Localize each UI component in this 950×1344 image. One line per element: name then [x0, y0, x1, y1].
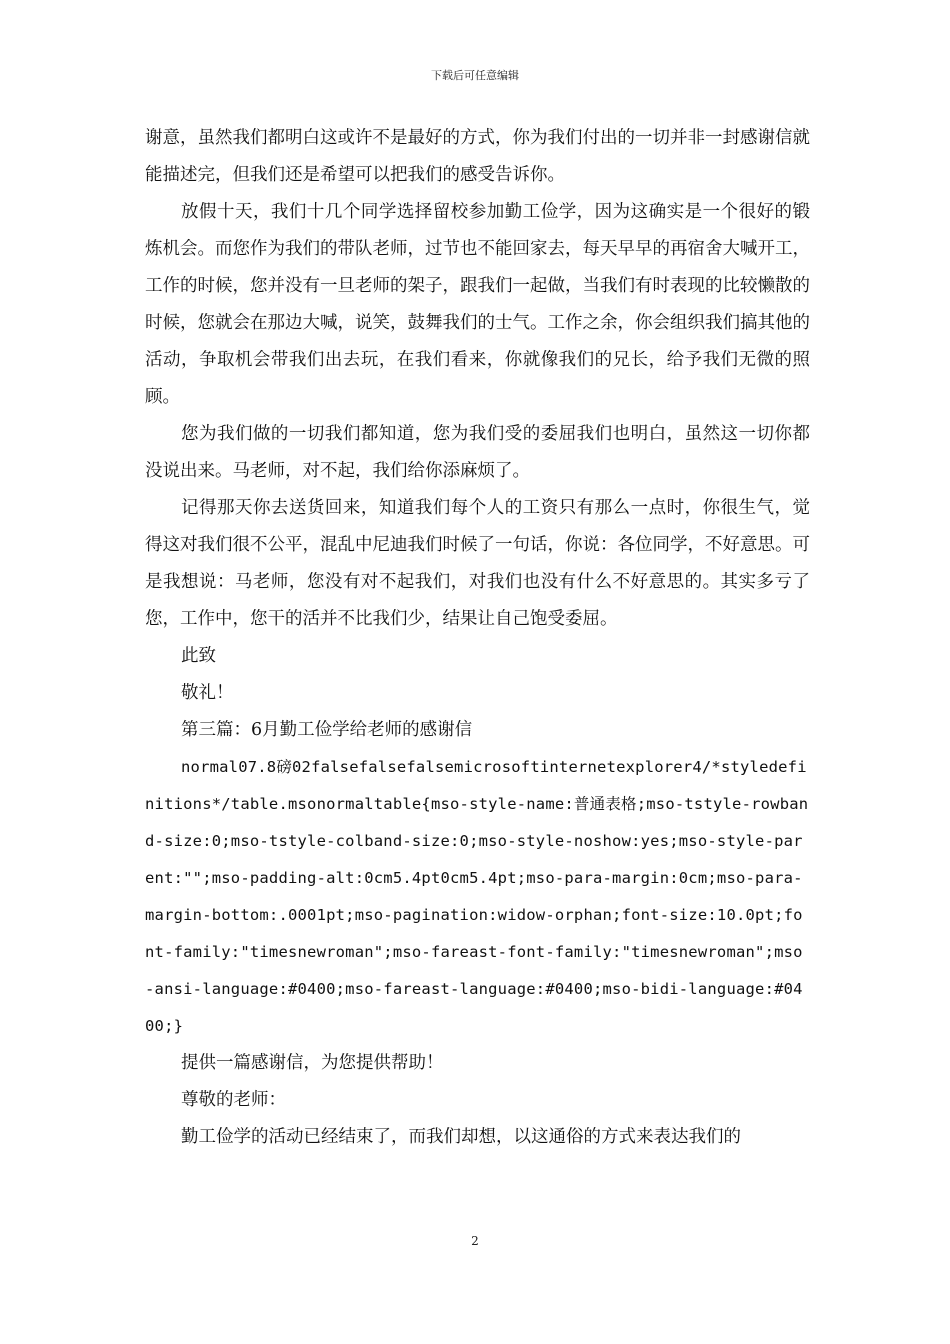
paragraph: 记得那天你去送货回来，知道我们每个人的工资只有那么一点时，你很生气，觉得这对我们很不公平，混乱中尼迪我们时候了一句话，你说：各位同学，不好意思。可是我想说：马老师，您没有对不起我们，对我们也没有什么不好意思的。其实多亏了您，工作中，您干的活并不比我们少，结果让自己饱受委屈。 — [145, 498, 810, 629]
document-body — [145, 120, 810, 1156]
paragraph: 勤工俭学的活动已经结束了，而我们却想，以这通俗的方式来表达我们的 — [181, 1127, 741, 1147]
paragraph: 谢意，虽然我们都明白这或许不是最好的方式，你为我们付出的一切并非一封感谢信就能描述完，但我们还是希望可以把我们的感受告诉你。 — [145, 128, 810, 185]
closing-line: 此致 — [181, 646, 216, 666]
style-definition-text: normal07.8磅02falsefalsefalsemicrosoftinternetexplorer4/*styledefinitions*/table.msonormaltable{mso-style-name:普通表格;mso-tstyle-rowband-size:0;mso-tstyle-colband-size:0;mso-style-noshow:yes;mso-style-parent:"";mso-padding-alt:0cm5.4pt0cm5.4pt;mso-para-margin:0cm;mso-para-margin-bottom:.0001pt;mso-pagination:widow-orphan;font-size:10.0pt;font-family:"timesnewroman";mso-fareast-font-family:"timesnewroman";mso-ansi-language:#0400;mso-fareast-language:#0400;mso-bidi-language:#0400;} — [145, 758, 809, 1035]
greeting-line: 尊敬的老师： — [181, 1090, 286, 1110]
paragraph: 放假十天，我们十几个同学选择留校参加勤工俭学，因为这确实是一个很好的锻炼机会。而您作为我们的带队老师，过节也不能回家去，每天早早的再宿舍大喊开工，工作的时候，您并没有一旦老师的架子，跟我们一起做，当我们有时表现的比较懒散的时候，您就会在那边大喊，说笑，鼓舞我们的士气。工作之余，你会组织我们搞其他的活动，争取机会带我们出去玩，在我们看来，你就像我们的兄长，给予我们无微的照顾。 — [145, 202, 810, 407]
paragraph: 提供一篇感谢信，为您提供帮助！ — [181, 1053, 444, 1073]
paragraph: 您为我们做的一切我们都知道，您为我们受的委屈我们也明白，虽然这一切你都没说出来。马老师，对不起，我们给你添麻烦了。 — [145, 424, 810, 481]
page-header: 下载后可任意编辑 — [431, 69, 519, 82]
salutation-line: 敬礼！ — [181, 683, 234, 703]
section-title: 第三篇：6月勤工俭学给老师的感谢信 — [181, 720, 473, 740]
page-number: 2 — [471, 1234, 479, 1248]
